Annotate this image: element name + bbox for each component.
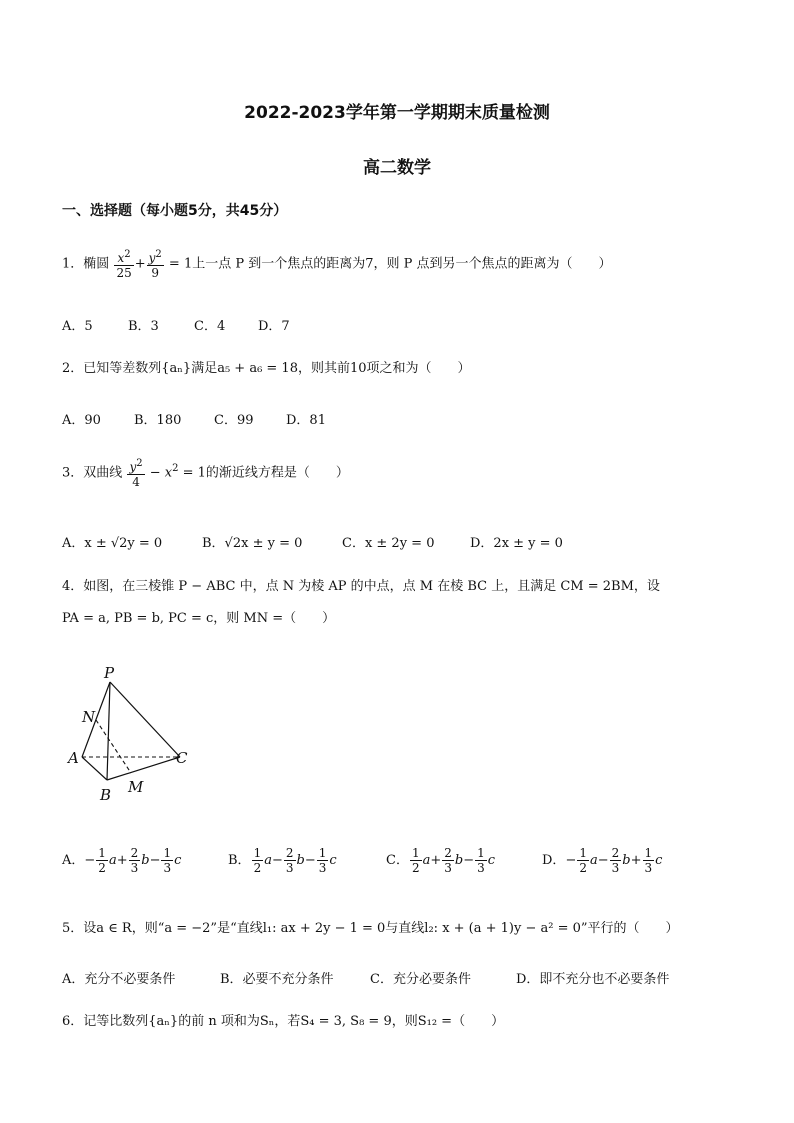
question-number: 4．	[62, 579, 84, 594]
question-text: 设a ∈ R，则“a = −2”是“直线l₁: ax + 2y − 1 = 0与直线l₂: x + (a + 1)y − a² = 0”平行的（ ）	[83, 921, 679, 936]
question-text: 已知等差数列{aₙ}满足a₅ + a₆ = 18，则其前10项之和为（ ）	[83, 361, 471, 376]
option-b: B．必要不充分条件	[220, 972, 334, 987]
option-a: A．x ± √2y = 0	[62, 536, 163, 551]
option-c: C． $\frac{1}{2}$ a+ $\frac{2}{3}$ b− $\frac{1}{3}$ c	[386, 846, 496, 875]
options-4	[62, 846, 662, 875]
option-d: D．即不充分也不必要条件	[516, 972, 670, 987]
option-c: C．4	[194, 319, 226, 334]
question-text: 记等比数列{aₙ}的前 n 项和为Sₙ，若S₄ = 3, S₈ = 9，则S₁₂ =（ ）	[83, 1014, 505, 1029]
options-3	[62, 532, 563, 551]
option-d: D．2x ± y = 0	[470, 536, 563, 551]
option-c: C．x ± 2y = 0	[342, 536, 435, 551]
fraction: $\frac{x^2}{25}$	[116, 249, 132, 280]
label-m: M	[128, 778, 144, 796]
question-text: 的渐近线方程是（ ）	[205, 465, 349, 481]
option-a: A．5	[62, 319, 93, 334]
question-number: 6．	[62, 1014, 84, 1029]
question-text: 椭圆	[83, 256, 110, 272]
question-number: 2．	[62, 361, 84, 376]
edge-bc	[107, 757, 180, 780]
question-6	[62, 1012, 504, 1032]
question-text: 如图，在三棱锥 P − ABC 中，点 N 为棱 AP 的中点，点 M 在棱 BC 上，且满足 CM = 2BM，设	[83, 579, 660, 594]
option-a: A．− $\frac{1}{2}$ a+ $\frac{2}{3}$ b− $\frac{1}{3}$ c	[62, 846, 182, 875]
question-4	[62, 577, 660, 629]
option-b: B． $\frac{1}{2}$ a− $\frac{2}{3}$ b− $\frac{1}{3}$ c	[228, 846, 337, 875]
option-b: B．√2x ± y = 0	[202, 536, 303, 551]
section-heading: 一、选择题（每小题5分，共45分）	[62, 203, 288, 219]
question-text-vectors: PA = a, PB = b, PC = c，则 MN =（ ）	[62, 611, 336, 626]
label-b: B	[100, 786, 112, 804]
option-a: A．充分不必要条件	[62, 972, 176, 987]
options-2	[62, 409, 326, 428]
subject-title: 高二数学	[363, 158, 431, 178]
question-text: 双曲线	[83, 465, 123, 481]
question-5	[62, 919, 679, 939]
edge-ab	[82, 757, 107, 780]
question-2	[62, 359, 471, 379]
option-c: C．充分必要条件	[370, 972, 471, 987]
fraction: $\frac{y^2}{4}$	[129, 458, 143, 489]
question-number: 1．	[62, 256, 84, 272]
question-text: 上一点 P 到一个焦点的距离为7，则 P 点到另一个焦点的距离为（ ）	[192, 256, 612, 272]
option-b: B．180	[134, 413, 182, 428]
question-1: 1．椭圆 $\frac{x^2}{25}$ + $\frac{y^2}{9}$ = 1上一点 P 到一个焦点的距离为7，则 P 点到另一个焦点的距离为（ ）	[62, 249, 612, 280]
segment-nm-hidden	[96, 720, 131, 773]
question-number: 5．	[62, 921, 84, 936]
label-a: A	[68, 749, 79, 767]
option-d: D．7	[258, 319, 290, 334]
label-n: N	[82, 708, 96, 726]
options-1	[62, 315, 290, 334]
pyramid-figure	[60, 660, 200, 808]
fraction: $\frac{y^2}{9}$	[148, 249, 162, 280]
edge-pb	[107, 682, 110, 780]
label-c: C	[176, 749, 188, 767]
option-b: B．3	[128, 319, 159, 334]
option-d: D．− $\frac{1}{2}$ a− $\frac{2}{3}$ b+ $\frac{1}{3}$ c	[542, 846, 663, 875]
option-d: D．81	[286, 413, 326, 428]
options-5	[62, 968, 669, 987]
page-title: 2022-2023学年第一学期期末质量检测	[244, 103, 550, 123]
option-c: C．99	[214, 413, 254, 428]
question-3: 3．双曲线 $\frac{y^2}{4}$ − $x^2 = 1$的渐近线方程是（ ）	[62, 458, 349, 489]
label-p: P	[104, 664, 115, 682]
option-a: A．90	[62, 413, 101, 428]
question-number: 3．	[62, 465, 84, 481]
edge-pc	[110, 682, 180, 757]
